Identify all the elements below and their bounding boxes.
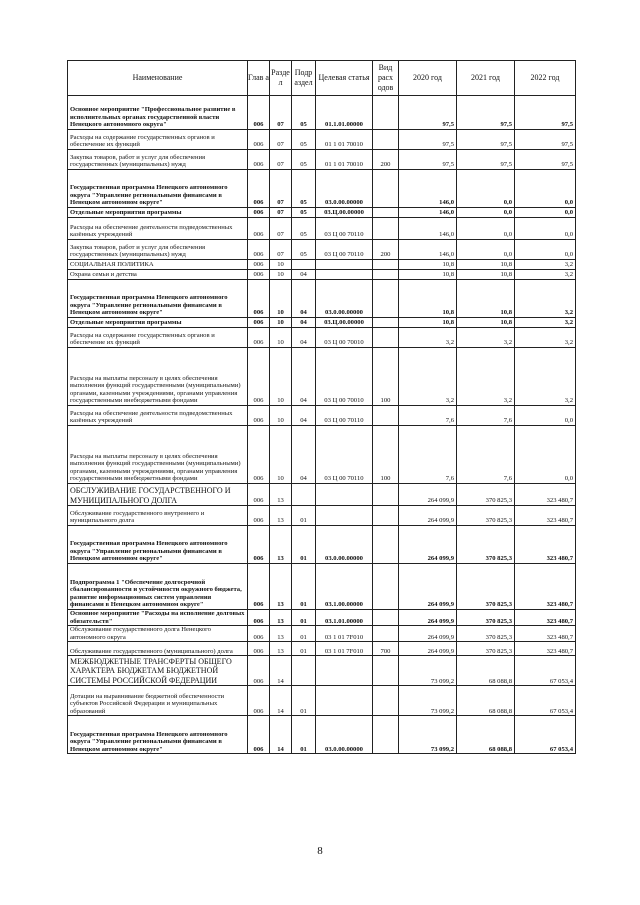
cell-podrazdel: 05	[292, 96, 316, 130]
cell-vid	[373, 526, 399, 564]
cell-razdel: 07	[270, 218, 292, 240]
table-row	[68, 170, 576, 208]
cell-glava: 006	[248, 406, 270, 426]
cell-podrazdel: 05	[292, 150, 316, 170]
cell-razdel: 10	[270, 348, 292, 406]
cell-name: Расходы на обеспечение деятельности подведомственных казённых учреждений	[68, 218, 248, 240]
cell-razdel: 10	[270, 280, 292, 318]
table-row	[68, 506, 576, 526]
table-row	[68, 526, 576, 564]
cell-razdel: 10	[270, 426, 292, 484]
cell-statya	[316, 484, 373, 506]
table-row	[68, 240, 576, 260]
cell-y2020: 73 099,2	[399, 716, 457, 754]
cell-name: Обслуживание государственного долга Ненецкого автономного округа	[68, 626, 248, 642]
cell-statya	[316, 686, 373, 716]
header-statya: Целевая статья	[316, 61, 373, 96]
cell-glava: 006	[248, 526, 270, 564]
cell-razdel: 07	[270, 150, 292, 170]
cell-glava: 006	[248, 506, 270, 526]
cell-y2021: 370 825,3	[457, 484, 515, 506]
cell-name: Основное мероприятие "Профессиональное развитие в исполнительных органах государственной власти Ненецкого автономного округа"	[68, 96, 248, 130]
header-2021: 2021 год	[457, 61, 515, 96]
cell-y2020: 10,8	[399, 318, 457, 328]
table-row	[68, 484, 576, 506]
cell-statya: 03.0.00.00000	[316, 716, 373, 754]
cell-razdel: 07	[270, 130, 292, 150]
cell-y2022: 3,2	[515, 270, 576, 280]
cell-glava: 006	[248, 130, 270, 150]
cell-y2020: 146,0	[399, 208, 457, 218]
cell-vid	[373, 406, 399, 426]
cell-y2022: 0,0	[515, 208, 576, 218]
cell-y2021: 0,0	[457, 208, 515, 218]
cell-y2021: 10,8	[457, 260, 515, 270]
cell-podrazdel: 04	[292, 280, 316, 318]
cell-podrazdel: 01	[292, 506, 316, 526]
cell-razdel: 13	[270, 610, 292, 626]
cell-y2022: 0,0	[515, 406, 576, 426]
cell-glava: 006	[248, 716, 270, 754]
cell-statya: 03 Ц 00 70110	[316, 426, 373, 484]
cell-y2020: 3,2	[399, 328, 457, 348]
cell-vid	[373, 686, 399, 716]
cell-vid	[373, 328, 399, 348]
cell-razdel: 07	[270, 208, 292, 218]
cell-glava: 006	[248, 642, 270, 656]
cell-razdel: 10	[270, 328, 292, 348]
cell-statya: 03.1.00.00000	[316, 564, 373, 610]
table-header-row	[68, 61, 576, 96]
cell-glava: 006	[248, 318, 270, 328]
cell-name: Обслуживание государственного внутреннего и муниципального долга	[68, 506, 248, 526]
cell-y2021: 97,5	[457, 150, 515, 170]
cell-y2022: 323 480,7	[515, 610, 576, 626]
cell-vid	[373, 208, 399, 218]
cell-statya	[316, 270, 373, 280]
cell-glava: 006	[248, 270, 270, 280]
cell-y2022: 3,2	[515, 348, 576, 406]
cell-y2021: 97,5	[457, 96, 515, 130]
cell-y2021: 370 825,3	[457, 506, 515, 526]
cell-y2022: 3,2	[515, 328, 576, 348]
cell-vid	[373, 656, 399, 686]
cell-podrazdel: 05	[292, 218, 316, 240]
cell-y2021: 10,8	[457, 318, 515, 328]
cell-y2021: 370 825,3	[457, 642, 515, 656]
cell-y2022: 323 480,7	[515, 642, 576, 656]
table-row	[68, 656, 576, 686]
header-2022: 2022 год	[515, 61, 576, 96]
cell-glava: 006	[248, 208, 270, 218]
cell-y2021: 0,0	[457, 240, 515, 260]
cell-name: Государственная программа Ненецкого автономного округа "Управление региональными финансами в Ненецком автономном округе"	[68, 526, 248, 564]
table-row	[68, 406, 576, 426]
cell-y2022: 97,5	[515, 130, 576, 150]
cell-name: Обслуживание государственного (муниципального) долга	[68, 642, 248, 656]
cell-statya: 03 1 01 7F010	[316, 626, 373, 642]
cell-vid	[373, 170, 399, 208]
cell-y2021: 0,0	[457, 170, 515, 208]
cell-y2020: 97,5	[399, 130, 457, 150]
cell-name: Дотации на выравнивание бюджетной обеспеченности субъектов Российской Федерации и муниципальных образований	[68, 686, 248, 716]
cell-y2020: 3,2	[399, 348, 457, 406]
cell-statya: 01 1 01 70010	[316, 150, 373, 170]
cell-statya: 03 1 01 7F010	[316, 642, 373, 656]
cell-statya: 03.0.00.00000	[316, 170, 373, 208]
header-vid: Вид расх одов	[373, 61, 399, 96]
cell-vid	[373, 716, 399, 754]
cell-name: Расходы на содержание государственных органов и обеспечение их функций	[68, 130, 248, 150]
table-row	[68, 642, 576, 656]
cell-name: Закупка товаров, работ и услуг для обеспечения государственных (муниципальных) нужд	[68, 150, 248, 170]
cell-name: Государственная программа Ненецкого автономного округа "Управление региональными финансами в Ненецком автономном округе"	[68, 170, 248, 208]
cell-name: Подпрограмма 1 "Обеспечение долгосрочной сбалансированности и устойчивости окружного бюджета, развитие информационных систем управления финансами в Ненецком автономном округе"	[68, 564, 248, 610]
table-row	[68, 270, 576, 280]
cell-podrazdel: 04	[292, 406, 316, 426]
cell-razdel: 13	[270, 484, 292, 506]
cell-glava: 006	[248, 610, 270, 626]
cell-y2020: 7,6	[399, 406, 457, 426]
header-glava: Глав а	[248, 61, 270, 96]
cell-name: Отдельные мероприятия программы	[68, 318, 248, 328]
cell-y2020: 264 099,9	[399, 642, 457, 656]
table-row	[68, 686, 576, 716]
cell-vid	[373, 270, 399, 280]
cell-y2022: 0,0	[515, 426, 576, 484]
cell-y2020: 97,5	[399, 150, 457, 170]
table-row	[68, 716, 576, 754]
cell-glava: 006	[248, 96, 270, 130]
cell-name: Закупка товаров, работ и услуг для обеспечения государственных (муниципальных) нужд	[68, 240, 248, 260]
cell-y2021: 0,0	[457, 218, 515, 240]
cell-razdel: 10	[270, 260, 292, 270]
cell-razdel: 14	[270, 716, 292, 754]
cell-glava: 006	[248, 348, 270, 406]
cell-y2020: 146,0	[399, 240, 457, 260]
cell-y2020: 264 099,9	[399, 484, 457, 506]
cell-y2020: 264 099,9	[399, 610, 457, 626]
cell-razdel: 10	[270, 406, 292, 426]
cell-glava: 006	[248, 170, 270, 208]
table-row	[68, 260, 576, 270]
table-row	[68, 218, 576, 240]
cell-y2021: 97,5	[457, 130, 515, 150]
table-row	[68, 150, 576, 170]
cell-y2022: 67 053,4	[515, 686, 576, 716]
cell-podrazdel: 01	[292, 626, 316, 642]
cell-razdel: 14	[270, 686, 292, 716]
cell-y2021: 10,8	[457, 280, 515, 318]
cell-y2021: 370 825,3	[457, 526, 515, 564]
table-body	[68, 96, 576, 754]
cell-podrazdel: 01	[292, 716, 316, 754]
cell-glava: 006	[248, 240, 270, 260]
cell-y2022: 0,0	[515, 170, 576, 208]
cell-statya: 03.0.00.00000	[316, 280, 373, 318]
cell-y2021: 370 825,3	[457, 626, 515, 642]
cell-vid	[373, 506, 399, 526]
cell-vid	[373, 484, 399, 506]
cell-y2022: 323 480,7	[515, 564, 576, 610]
cell-y2022: 0,0	[515, 240, 576, 260]
cell-vid	[373, 130, 399, 150]
header-podrazdel: Подр аздел	[292, 61, 316, 96]
cell-statya: 03 Ц 00 70010	[316, 348, 373, 406]
table-row	[68, 130, 576, 150]
cell-razdel: 14	[270, 656, 292, 686]
cell-y2020: 146,0	[399, 218, 457, 240]
cell-y2020: 264 099,9	[399, 526, 457, 564]
cell-statya: 01 1 01 70010	[316, 130, 373, 150]
cell-podrazdel: 04	[292, 328, 316, 348]
cell-statya: 03 Ц 00 70110	[316, 218, 373, 240]
cell-statya: 03 Ц 00 70010	[316, 328, 373, 348]
cell-y2020: 10,8	[399, 270, 457, 280]
cell-name: Охрана семьи и детства	[68, 270, 248, 280]
cell-y2021: 370 825,3	[457, 610, 515, 626]
cell-y2021: 3,2	[457, 348, 515, 406]
cell-podrazdel: 05	[292, 208, 316, 218]
cell-podrazdel: 01	[292, 564, 316, 610]
cell-vid: 100	[373, 348, 399, 406]
cell-y2020: 73 099,2	[399, 656, 457, 686]
header-name: Наименование	[68, 61, 248, 96]
cell-y2022: 323 480,7	[515, 506, 576, 526]
cell-razdel: 07	[270, 170, 292, 208]
cell-y2020: 264 099,9	[399, 506, 457, 526]
cell-y2022: 97,5	[515, 96, 576, 130]
cell-y2021: 10,8	[457, 270, 515, 280]
cell-y2020: 10,8	[399, 280, 457, 318]
cell-statya: 03.Ц.00.00000	[316, 208, 373, 218]
cell-vid: 200	[373, 150, 399, 170]
cell-vid	[373, 626, 399, 642]
cell-razdel: 07	[270, 240, 292, 260]
cell-podrazdel	[292, 484, 316, 506]
cell-vid: 700	[373, 642, 399, 656]
table-row	[68, 208, 576, 218]
cell-y2020: 264 099,9	[399, 564, 457, 610]
cell-y2020: 264 099,9	[399, 626, 457, 642]
cell-podrazdel: 01	[292, 526, 316, 564]
cell-name: МЕЖБЮДЖЕТНЫЕ ТРАНСФЕРТЫ ОБЩЕГО ХАРАКТЕРА БЮДЖЕТАМ БЮДЖЕТНОЙ СИСТЕМЫ РОССИЙСКОЙ ФЕДЕРАЦИИ	[68, 656, 248, 686]
cell-vid	[373, 610, 399, 626]
cell-podrazdel: 04	[292, 318, 316, 328]
page-number: 8	[317, 845, 323, 857]
cell-glava: 006	[248, 484, 270, 506]
cell-vid: 200	[373, 240, 399, 260]
cell-y2022: 3,2	[515, 318, 576, 328]
cell-statya: 03 Ц 00 70110	[316, 406, 373, 426]
cell-podrazdel: 01	[292, 642, 316, 656]
table-row	[68, 564, 576, 610]
cell-y2021: 7,6	[457, 426, 515, 484]
cell-name: Отдельные мероприятия программы	[68, 208, 248, 218]
cell-glava: 006	[248, 564, 270, 610]
cell-name: Расходы на выплаты персоналу в целях обеспечения выполнения функций государственными (муниципальными) органами, казенными учреждениями, органами управления государственными внебюджетными фондами	[68, 426, 248, 484]
cell-name: Расходы на обеспечение деятельности подведомственных казённых учреждений	[68, 406, 248, 426]
cell-glava: 006	[248, 260, 270, 270]
cell-y2020: 97,5	[399, 96, 457, 130]
cell-podrazdel	[292, 656, 316, 686]
cell-vid	[373, 96, 399, 130]
cell-name: Основное мероприятие "Расходы на исполнение долговых обязательств"	[68, 610, 248, 626]
cell-name: Государственная программа Ненецкого автономного округа "Управление региональными финансами в Ненецком автономном округе"	[68, 280, 248, 318]
cell-podrazdel: 04	[292, 348, 316, 406]
cell-name: ОБСЛУЖИВАНИЕ ГОСУДАРСТВЕННОГО И МУНИЦИПАЛЬНОГО ДОЛГА	[68, 484, 248, 506]
cell-y2022: 67 053,4	[515, 656, 576, 686]
cell-razdel: 13	[270, 564, 292, 610]
cell-razdel: 13	[270, 626, 292, 642]
table-row	[68, 318, 576, 328]
cell-vid	[373, 318, 399, 328]
cell-razdel: 10	[270, 318, 292, 328]
cell-y2020: 10,8	[399, 260, 457, 270]
table-row	[68, 328, 576, 348]
cell-vid: 100	[373, 426, 399, 484]
cell-podrazdel: 01	[292, 610, 316, 626]
cell-y2022: 323 480,7	[515, 626, 576, 642]
cell-vid	[373, 564, 399, 610]
cell-glava: 006	[248, 218, 270, 240]
cell-glava: 006	[248, 686, 270, 716]
cell-podrazdel: 04	[292, 426, 316, 484]
table-row	[68, 96, 576, 130]
cell-razdel: 07	[270, 96, 292, 130]
cell-statya: 03 Ц 00 70110	[316, 240, 373, 260]
cell-razdel: 13	[270, 506, 292, 526]
cell-statya: 03.Ц.00.00000	[316, 318, 373, 328]
cell-y2022: 3,2	[515, 280, 576, 318]
cell-glava: 006	[248, 426, 270, 484]
cell-name: Расходы на выплаты персоналу в целях обеспечения выполнения функций государственными (муниципальными) органами, казенными учреждениями, органами управления государственными внебюджетными фондами	[68, 348, 248, 406]
cell-y2022: 323 480,7	[515, 484, 576, 506]
cell-y2021: 370 825,3	[457, 564, 515, 610]
cell-vid	[373, 280, 399, 318]
cell-razdel: 10	[270, 270, 292, 280]
cell-name: Государственная программа Ненецкого автономного округа "Управление региональными финансами в Ненецком автономном округе"	[68, 716, 248, 754]
table-row	[68, 426, 576, 484]
budget-table	[67, 60, 576, 754]
cell-podrazdel: 01	[292, 686, 316, 716]
cell-vid	[373, 218, 399, 240]
cell-statya	[316, 260, 373, 270]
cell-y2021: 3,2	[457, 328, 515, 348]
cell-y2022: 3,2	[515, 260, 576, 270]
table-row	[68, 280, 576, 318]
cell-y2022: 323 480,7	[515, 526, 576, 564]
cell-y2020: 146,0	[399, 170, 457, 208]
table-row	[68, 610, 576, 626]
table-row	[68, 348, 576, 406]
cell-glava: 006	[248, 656, 270, 686]
cell-name: СОЦИАЛЬНАЯ ПОЛИТИКА	[68, 260, 248, 270]
cell-y2022: 67 053,4	[515, 716, 576, 754]
cell-glava: 006	[248, 626, 270, 642]
cell-y2021: 68 088,8	[457, 686, 515, 716]
cell-razdel: 13	[270, 642, 292, 656]
cell-statya: 03.0.00.00000	[316, 526, 373, 564]
cell-y2021: 7,6	[457, 406, 515, 426]
cell-statya: 01.1.01.00000	[316, 96, 373, 130]
cell-podrazdel: 04	[292, 270, 316, 280]
cell-statya	[316, 656, 373, 686]
cell-statya: 03.1.01.00000	[316, 610, 373, 626]
cell-podrazdel: 05	[292, 170, 316, 208]
table-row	[68, 626, 576, 642]
cell-vid	[373, 260, 399, 270]
cell-y2020: 73 099,2	[399, 686, 457, 716]
cell-name: Расходы на содержание государственных органов и обеспечение их функций	[68, 328, 248, 348]
cell-glava: 006	[248, 150, 270, 170]
header-2020: 2020 год	[399, 61, 457, 96]
cell-y2021: 68 088,8	[457, 716, 515, 754]
cell-y2022: 97,5	[515, 150, 576, 170]
cell-razdel: 13	[270, 526, 292, 564]
cell-y2020: 7,6	[399, 426, 457, 484]
cell-y2021: 68 088,8	[457, 656, 515, 686]
cell-glava: 006	[248, 328, 270, 348]
cell-podrazdel: 05	[292, 240, 316, 260]
header-razdel: Разде л	[270, 61, 292, 96]
cell-glava: 006	[248, 280, 270, 318]
cell-statya	[316, 506, 373, 526]
cell-y2022: 0,0	[515, 218, 576, 240]
cell-podrazdel	[292, 260, 316, 270]
cell-podrazdel: 05	[292, 130, 316, 150]
